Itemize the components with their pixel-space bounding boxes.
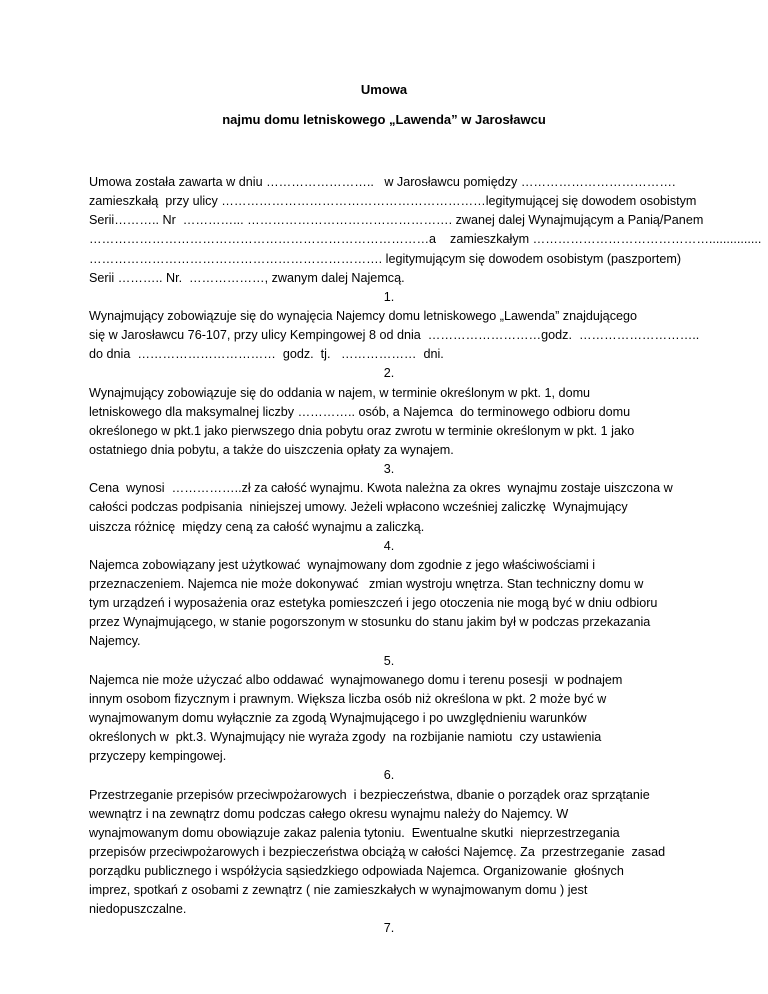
- text-line: Wynajmujący zobowiązuje się do oddania w najem, w terminie określonym w pkt. 1, domu: [89, 385, 591, 400]
- section-number: 7.: [383, 921, 395, 936]
- text-line: określonego w pkt.1 jako pierwszego dnia pobytu oraz zwrotu w terminie określonym w pkt. 1 jako: [89, 423, 635, 438]
- text-line: ostatniego dnia pobytu, a także do uiszczenia opłaty za wynajem.: [89, 442, 454, 457]
- contract-body: [89, 173, 762, 939]
- text-line: Cena wynosi ……………..zł za całość wynajmu. Kwota należna za okres wynajmu zostaje uiszczona w: [89, 481, 673, 496]
- document-subtitle: najmu domu letniskowego „Lawenda” w Jarosławcu: [222, 112, 546, 127]
- text-line: Serii……….. Nr …………... …………………………………………. zwanej dalej Wynajmującym a Panią/Panem: [89, 213, 704, 228]
- text-line: Przestrzeganie przepisów przeciwpożarowych i bezpieczeństwa, dbanie o porządek oraz sprzątanie: [89, 787, 650, 802]
- text-line: niedopuszczalne.: [89, 902, 187, 917]
- text-line: przez Wynajmującego, w stanie pogorszonym w stosunku do stanu jakim był w podczas przekazania: [89, 615, 651, 630]
- section-number: 2.: [383, 366, 395, 381]
- text-line: przeznaczeniem. Najemca nie może dokonywać zmian wystroju wnętrza. Stan techniczny domu w: [89, 576, 644, 591]
- text-line: ………………………………………………………………………a zamieszkałym ……………………………………...............: [89, 232, 762, 247]
- text-line: porządku publicznego i współżycia sąsiedzkiego odpowiada Najemca. Organizowanie głośnych: [89, 864, 624, 879]
- text-line: Wynajmujący zobowiązuje się do wynajęcia Najemcy domu letniskowego „Lawenda” znajdującego: [89, 308, 638, 323]
- text-line: letniskowego dla maksymalnej liczby ………….. osób, a Najemca do terminowego odbioru domu: [89, 404, 631, 419]
- text-line: wynajmowanym domu wyłącznie za zgodą Wynajmującego i po uwzględnieniu warunków: [89, 710, 587, 725]
- section-number: 5.: [383, 653, 395, 668]
- text-line: Umowa została zawarta w dniu …………………….. w Jarosławcu pomiędzy ……………………………….: [89, 175, 676, 189]
- text-line: całości podczas podpisania niniejszej umowy. Jeżeli wpłacono wcześniej zaliczkę Wynajmujący: [89, 500, 628, 515]
- text-line: przyczepy kempingowej.: [89, 749, 227, 764]
- text-line: do dnia …………………………… godz. tj. ……………… dni.: [89, 347, 444, 362]
- text-line: Serii ……….. Nr. ………………, zwanym dalej Najemcą.: [89, 270, 405, 285]
- document-title: Umowa: [360, 82, 408, 97]
- text-line: tym urządzeń i wyposażenia oraz estetyka pomieszczeń i jego otoczenia nie mogą być w dniu odbioru: [89, 596, 658, 611]
- text-line: imprez, spotkań z osobami z zewnątrz ( nie zamieszkałych w wynajmowanym domu ) jest: [89, 883, 588, 898]
- text-line: Najemca nie może użyczać albo oddawać wynajmowanego domu i terenu posesji w podnajem: [89, 672, 623, 687]
- text-line: wynajmowanym domu obowiązuje zakaz palenia tytoniu. Ewentualne skutki nieprzestrzegania: [89, 825, 620, 840]
- text-line: się w Jarosławcu 76-107, przy ulicy Kempingowej 8 od dnia ………………………godz. ………………………..: [89, 328, 700, 343]
- text-line: Najemcy.: [89, 634, 141, 649]
- text-line: ……………………………………………………………. legitymującym się dowodem osobistym (paszportem): [89, 251, 682, 266]
- text-line: zamieszkałą przy ulicy ………………………………………………………legitymującej się dowodem osobistym: [89, 194, 697, 209]
- section-number: 3.: [383, 462, 395, 477]
- text-line: Najemca zobowiązany jest użytkować wynajmowany dom zgodnie z jego właściwościami i: [89, 557, 596, 572]
- text-line: przepisów przeciwpożarowych i bezpieczeństwa obciążą w całości Najemcę. Za przestrzeganie zasad: [89, 844, 666, 859]
- text-line: wewnątrz i na zewnątrz domu podczas całego okresu wynajmu należy do Najemcy. W: [89, 806, 569, 821]
- text-line: uiszcza różnicę między ceną za całość wynajmu a zaliczką.: [89, 519, 425, 534]
- section-number: 1.: [383, 289, 395, 304]
- section-number: 6.: [383, 768, 395, 783]
- text-line: określonych w pkt.3. Wynajmujący nie wyraża zgody na rozbijanie namiotu czy ustawienia: [89, 730, 602, 745]
- section-number: 4.: [383, 538, 395, 553]
- text-line: innym osobom fizycznym i prawnym. Większa liczba osób niż określona w pkt. 2 może być w: [89, 691, 607, 706]
